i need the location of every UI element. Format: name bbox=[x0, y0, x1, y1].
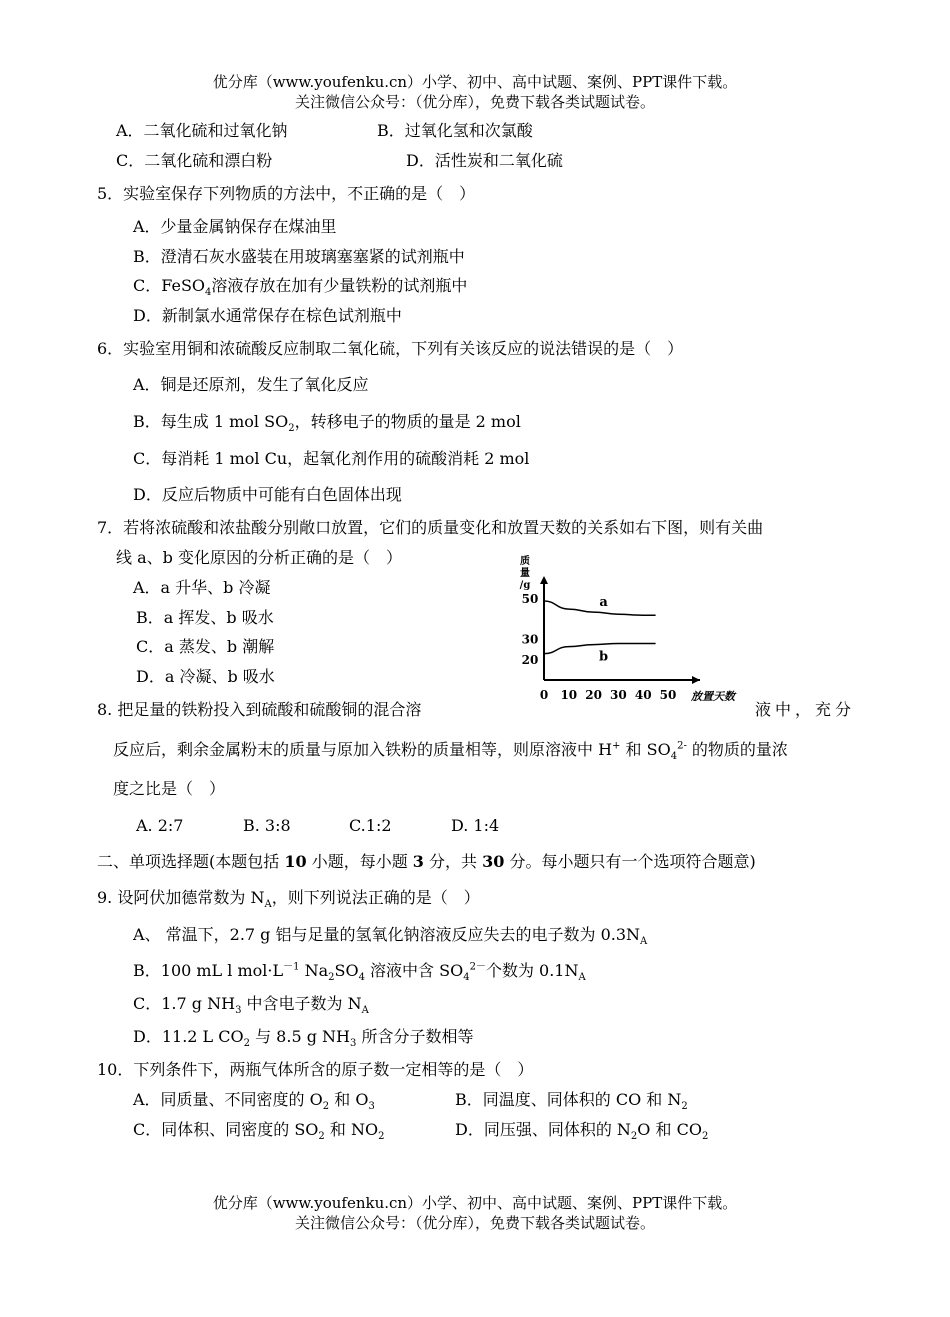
section-2-heading: 二、单项选择题(本题包括 10 小题，每小题 3 分，共 30 分。每小题只有一个选项符合题意) bbox=[97, 852, 756, 871]
x-tick-label: 30 bbox=[610, 688, 627, 702]
y-tick-label: 30 bbox=[521, 632, 539, 647]
q9-option-d: D．11.2 L $CO_2$ 与 8.5 g $NH_3$ 所含分子数相等 bbox=[133, 1027, 474, 1050]
q7-option-b: B．a 挥发、b 吸水 bbox=[136, 608, 274, 627]
header-line-2: 关注微信公众号：（优分库），免费下载各类试题试卷。 bbox=[294, 93, 655, 111]
q5-stem: 5．实验室保存下列物质的方法中，不正确的是（ ） bbox=[97, 184, 476, 203]
x-tick-label: 10 bbox=[560, 688, 578, 702]
header-line-1: 优分库（www.youfenku.cn）小学、初中、高中试题、案例、PPT课件下载。 bbox=[212, 73, 738, 91]
q7-option-c: C．a 蒸发、b 潮解 bbox=[136, 637, 275, 656]
y-tick-label: 20 bbox=[521, 652, 539, 667]
y-axis-label: 质 bbox=[520, 556, 530, 567]
q6-option-a: A．铜是还原剂，发生了氧化反应 bbox=[133, 375, 369, 394]
q4-option-a: A．二氧化硫和过氧化钠 bbox=[116, 121, 288, 140]
q5-option-c: C．FeSO$_4$溶液存放在加有少量铁粉的试剂瓶中 bbox=[133, 276, 468, 299]
x-axis-arrow bbox=[692, 676, 700, 684]
y-axis-label: /g bbox=[519, 580, 531, 591]
q9-option-a: A、 常温下，2.7 g 铝与足量的氢氧化钠溶液反应失去的电子数为 $0.3N_A$ bbox=[133, 925, 648, 948]
x-tick-label: 0 bbox=[539, 688, 549, 702]
q8-option-a: A. 2:7 bbox=[136, 816, 184, 835]
q7-mass-chart bbox=[510, 553, 772, 710]
q7-option-d: D．a 冷凝、b 吸水 bbox=[136, 667, 275, 686]
q8-stem-line-3: 度之比是（ ） bbox=[113, 779, 226, 798]
y-axis-label: 量 bbox=[520, 568, 530, 579]
q10-option-c: C．同体积、同密度的 $SO_2$ 和 $NO_2$ bbox=[133, 1120, 385, 1143]
q6-option-c: C．每消耗 1 mol Cu，起氧化剂作用的硫酸消耗 2 mol bbox=[133, 449, 530, 468]
q5-option-d: D．新制氯水通常保存在棕色试剂瓶中 bbox=[133, 306, 402, 325]
x-axis-label: 放置天数 bbox=[691, 690, 735, 703]
footer-line-1: 优分库（www.youfenku.cn）小学、初中、高中试题、案例、PPT课件下载。 bbox=[212, 1194, 738, 1212]
q7-stem-line-1: 7．若将浓硫酸和浓盐酸分别敞口放置，它们的质量变化和放置天数的关系如右下图，则有关曲 bbox=[97, 518, 764, 537]
y-tick-label: 50 bbox=[521, 592, 539, 606]
q7-stem-line-2: 线 a、b 变化原因的分析正确的是（ ） bbox=[116, 548, 402, 567]
x-tick-label: 50 bbox=[659, 688, 677, 702]
q10-option-a: A．同质量、不同密度的 $O_2$ 和 $O_3$ bbox=[133, 1090, 375, 1113]
q8-option-b: B. 3:8 bbox=[243, 816, 291, 835]
q6-option-d: D．反应后物质中可能有白色固体出现 bbox=[133, 485, 402, 504]
q9-option-c: C．1.7 g $NH_3$ 中含电子数为 $N_A$ bbox=[133, 994, 369, 1017]
q5-option-b: B．澄清石灰水盛装在用玻璃塞塞紧的试剂瓶中 bbox=[133, 247, 465, 266]
q5-option-a: A．少量金属钠保存在煤油里 bbox=[133, 217, 337, 236]
q8-option-d: D. 1:4 bbox=[451, 816, 500, 835]
x-tick-label: 20 bbox=[585, 688, 602, 702]
q4-option-b: B．过氧化氢和次氯酸 bbox=[377, 121, 533, 140]
q6-stem: 6．实验室用铜和浓硫酸反应制取二氧化硫，下列有关该反应的说法错误的是（ ） bbox=[97, 339, 684, 358]
q9-stem: 9. 设阿伏加德常数为 $N_A$，则下列说法正确的是（ ） bbox=[97, 888, 480, 911]
x-tick-label: 40 bbox=[634, 688, 652, 702]
q10-stem: 10．下列条件下，两瓶气体所含的原子数一定相等的是（ ） bbox=[97, 1060, 534, 1079]
series-a-label: a bbox=[599, 595, 608, 611]
q4-option-c: C．二氧化硫和漂白粉 bbox=[116, 151, 273, 170]
q6-option-b: B．每生成 1 mol $SO_2$，转移电子的物质的量是 2 mol bbox=[133, 412, 521, 435]
q4-option-d: D．活性炭和二氧化硫 bbox=[406, 151, 563, 170]
q10-option-b: B．同温度、同体积的 CO 和 $N_2$ bbox=[455, 1090, 688, 1113]
q8-stem-line-2: 反应后，剩余金属粉末的质量与原加入铁粉的质量相等，则原溶液中 H+ 和 $SO_4^{2-}$ 的物质的量浓 bbox=[113, 740, 788, 763]
q10-option-d: D．同压强、同体积的 $N_2O$ 和 $CO_2$ bbox=[455, 1120, 709, 1143]
y-axis-arrow bbox=[540, 576, 548, 584]
footer-line-2: 关注微信公众号：（优分库），免费下载各类试题试卷。 bbox=[294, 1214, 655, 1232]
q9-option-b: B．100 mL l $mol\cdot L^{-1}$ $Na_2SO_4$ 溶液中含 $SO_4^{2-}$个数为 $0.1N_A$ bbox=[133, 961, 586, 984]
q7-option-a: A．a 升华、b 冷凝 bbox=[133, 578, 271, 597]
q8-stem-line-1: 8. 把足量的铁粉投入到硫酸和硫酸铜的混合溶 bbox=[97, 700, 422, 719]
series-b-label: b bbox=[599, 649, 609, 665]
q8-stem-line-1-right: 液中，充分 bbox=[755, 700, 856, 719]
q8-option-c: C.1:2 bbox=[349, 816, 392, 835]
